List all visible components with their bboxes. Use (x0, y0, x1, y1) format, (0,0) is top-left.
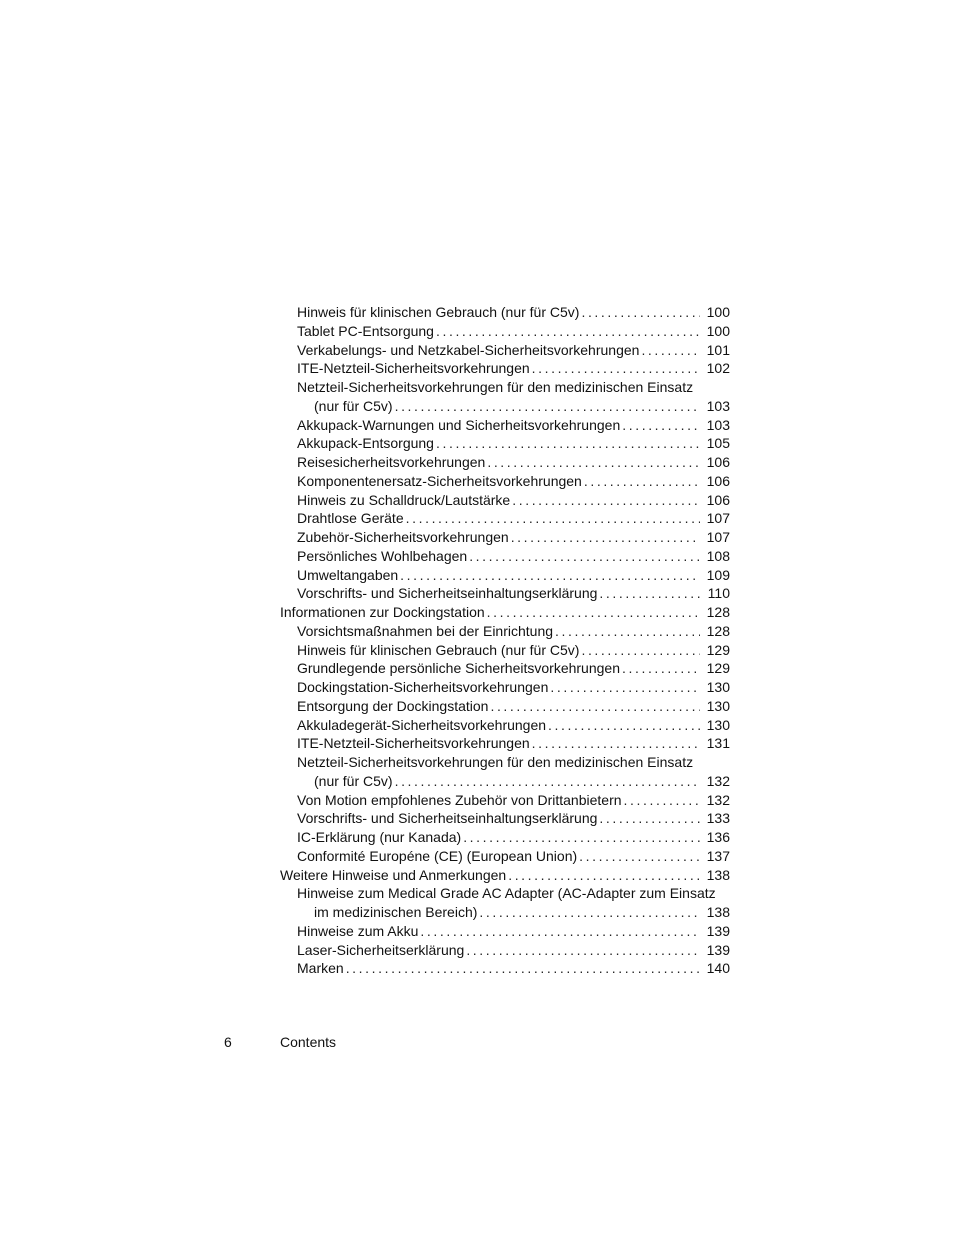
toc-entry[interactable] (297, 809, 730, 828)
toc-entry-page: 132 (706, 772, 730, 789)
toc-entry[interactable] (297, 959, 730, 978)
toc-leader-dots (579, 303, 700, 322)
toc-entry-title: Hinweis für klinischen Gebrauch (nur für C5v) (297, 304, 580, 320)
toc-entry-page: 138 (706, 866, 730, 883)
toc-leader-dots (620, 659, 700, 678)
toc-entry[interactable] (280, 866, 730, 885)
toc-leader-dots (404, 509, 700, 528)
toc-entry-page: 103 (706, 416, 730, 433)
toc-leader-dots (434, 434, 700, 453)
toc-leader-dots (639, 341, 700, 360)
toc-leader-dots (620, 416, 700, 435)
toc-entry-page: 107 (706, 529, 730, 545)
toc-entry-title: Hinweis zu Schalldruck/Lautstärke (297, 491, 511, 508)
toc-entry-title: im medizinischen Bereich) (314, 904, 478, 920)
toc-leader-dots (546, 716, 700, 735)
toc-entry-page: 107 (706, 510, 730, 527)
toc-leader-dots (506, 866, 700, 885)
toc-entry[interactable] (297, 547, 730, 566)
toc-entry[interactable] (314, 397, 730, 416)
toc-entry-title: (nur für C5v) (314, 772, 393, 789)
toc-entry[interactable] (297, 491, 730, 510)
toc-entry-page: 128 (706, 622, 730, 639)
toc-entry[interactable] (314, 903, 730, 922)
toc-entry-title: Komponentenersatz-Sicherheitsvorkehrungen (297, 472, 582, 489)
toc-leader-dots (597, 584, 700, 603)
toc-entry-title: Marken (297, 960, 344, 977)
toc-leader-dots (344, 959, 700, 978)
toc-leader-dots (510, 491, 700, 510)
toc-entry-page: 129 (706, 641, 730, 658)
toc-entry-page: 100 (706, 304, 730, 320)
toc-entry-page: 105 (706, 435, 730, 452)
toc-leader-dots (464, 941, 700, 960)
toc-entry-title: Entsorgung der Dockingstation (297, 697, 489, 714)
toc-entry-title: Vorsichtsmaßnahmen bei der Einrichtung (297, 622, 554, 639)
toc-entry[interactable] (297, 416, 730, 435)
toc-entry-title: Grundlegende persönliche Sicherheitsvorkehrungen (297, 660, 620, 677)
toc-entry-title: ITE-Netzteil-Sicherheitsvorkehrungen (297, 735, 530, 752)
toc-leader-dots (597, 809, 700, 828)
toc-entry-page: 137 (706, 847, 730, 864)
toc-entry-title: Weitere Hinweise und Anmerkungen (280, 866, 507, 883)
toc-entry[interactable] (297, 509, 730, 528)
toc-entry[interactable] (297, 791, 730, 810)
toc-entry-page: 108 (706, 547, 730, 564)
toc-entry[interactable] (297, 359, 730, 378)
toc-entry-title: Dockingstation-Sicherheitsvorkehrungen (297, 679, 549, 695)
toc-entry-page: 130 (706, 697, 730, 714)
toc-entry-page: 139 (706, 922, 730, 939)
toc-entry-title: Umweltangaben (297, 566, 399, 583)
toc-entry[interactable] (297, 922, 730, 941)
toc-entry-title: (nur für C5v) (314, 397, 393, 414)
toc-entry-page: 130 (706, 716, 730, 733)
toc-leader-dots (530, 734, 700, 753)
toc-entry[interactable] (297, 472, 730, 491)
toc-leader-dots (434, 322, 700, 341)
toc-leader-dots (577, 847, 700, 866)
toc-leader-dots (485, 453, 700, 472)
toc-leader-dots (548, 678, 700, 697)
toc-entry-page: 132 (706, 791, 730, 808)
toc-entry[interactable] (297, 566, 730, 585)
toc-entry[interactable] (297, 341, 730, 360)
toc-entry[interactable] (297, 847, 730, 866)
toc-leader-dots (461, 828, 700, 847)
toc-entry-title: Von Motion empfohlenes Zubehör von Drittanbietern (297, 791, 622, 808)
toc-entry[interactable] (297, 941, 730, 960)
toc-entry[interactable] (297, 453, 730, 472)
toc-leader-dots (398, 566, 700, 585)
toc-entry-page: 136 (706, 829, 730, 845)
toc-entry-page: 139 (706, 941, 730, 958)
toc-entry[interactable] (297, 322, 730, 341)
toc-entry[interactable] (297, 303, 730, 322)
toc-entry-title: Tablet PC-Entsorgung (297, 322, 434, 339)
toc-entry[interactable] (297, 584, 730, 603)
toc-entry-page: 101 (706, 341, 730, 358)
toc-leader-dots (418, 922, 700, 941)
toc-entry-page: 103 (706, 397, 730, 414)
toc-entry[interactable] (297, 734, 730, 753)
toc-entry-title: Vorschrifts- und Sicherheitseinhaltungserklärung (297, 810, 598, 827)
toc-entry[interactable] (297, 378, 693, 397)
page-number: 6 (224, 1034, 232, 1050)
toc-leader-dots (579, 641, 700, 660)
toc-leader-dots (488, 697, 700, 716)
toc-entry-page: 133 (706, 810, 730, 827)
toc-entry-title: Hinweis für klinischen Gebrauch (nur für C5v) (297, 641, 580, 658)
toc-leader-dots (477, 903, 700, 922)
toc-entry[interactable] (297, 828, 730, 847)
toc-entry[interactable] (297, 528, 730, 547)
toc-entry-title: IC-Erklärung (nur Kanada) (297, 829, 462, 845)
toc-leader-dots (393, 772, 700, 791)
toc-entry-title: Akkupack-Warnungen und Sicherheitsvorkehrungen (297, 416, 621, 433)
toc-entry-title: Netzteil-Sicherheitsvorkehrungen für den medizinischen Einsatz (297, 754, 694, 770)
toc-leader-dots (582, 472, 700, 491)
toc-entry-page: 130 (706, 679, 730, 695)
toc-entry[interactable] (297, 659, 730, 678)
toc-leader-dots (530, 359, 700, 378)
toc-entry-page: 128 (706, 604, 730, 620)
toc-leader-dots (485, 603, 700, 622)
toc-entry-title: ITE-Netzteil-Sicherheitsvorkehrungen (297, 360, 530, 377)
toc-entry-title: Conformité Européne (CE) (European Union) (297, 847, 578, 864)
toc-entry-page: 109 (706, 566, 730, 583)
toc-entry[interactable] (297, 884, 716, 903)
toc-entry-page: 106 (706, 472, 730, 489)
toc-entry[interactable] (297, 622, 730, 641)
toc-entry-title: Akkuladegerät-Sicherheitsvorkehrungen (297, 716, 547, 733)
toc-entry[interactable] (297, 678, 730, 697)
toc-entry-title: Reisesicherheitsvorkehrungen (297, 454, 486, 470)
toc-entry[interactable] (297, 753, 693, 772)
toc-entry-page: 140 (706, 960, 730, 977)
toc-entry-title: Vorschrifts- und Sicherheitseinhaltungserklärung (297, 585, 598, 602)
toc-entry-title: Hinweise zum Medical Grade AC Adapter (AC-Adapter zum Einsatz (297, 885, 716, 902)
toc-leader-dots (393, 397, 700, 416)
toc-entry[interactable] (314, 772, 730, 791)
toc-entry-page: 106 (706, 454, 730, 470)
toc-entry-page: 100 (706, 322, 730, 339)
toc-entry-title: Hinweise zum Akku (297, 922, 419, 939)
toc-entry-title: Informationen zur Dockingstation (280, 604, 485, 620)
toc-leader-dots (553, 622, 700, 641)
toc-entry-page: 138 (706, 904, 730, 920)
toc-entry-title: Drahtlose Geräte (297, 510, 404, 527)
toc-entry[interactable] (280, 603, 730, 622)
toc-entry[interactable] (297, 716, 730, 735)
toc-leader-dots (509, 528, 700, 547)
toc-entry-page: 106 (706, 491, 730, 508)
toc-entry-page: 102 (706, 360, 730, 377)
footer-section-title: Contents (280, 1034, 337, 1050)
toc-entry-title: Netzteil-Sicherheitsvorkehrungen für den medizinischen Einsatz (297, 379, 694, 395)
toc-entry-page: 110 (707, 585, 730, 602)
toc-entry-title: Zubehör-Sicherheitsvorkehrungen (297, 529, 509, 545)
toc-entry-title: Persönliches Wohlbehagen (297, 547, 468, 564)
toc-entry-title: Akkupack-Entsorgung (297, 435, 434, 452)
toc-entry-page: 129 (706, 660, 730, 677)
toc-entry[interactable] (297, 697, 730, 716)
toc-leader-dots (622, 791, 700, 810)
toc-entry[interactable] (297, 434, 730, 453)
toc-entry-page: 131 (706, 735, 730, 752)
toc-entry-title: Laser-Sicherheitserklärung (297, 941, 465, 958)
toc-leader-dots (467, 547, 700, 566)
toc-entry[interactable] (297, 641, 730, 660)
toc-entry-title: Verkabelungs- und Netzkabel-Sicherheitsvorkehrungen (297, 341, 640, 358)
